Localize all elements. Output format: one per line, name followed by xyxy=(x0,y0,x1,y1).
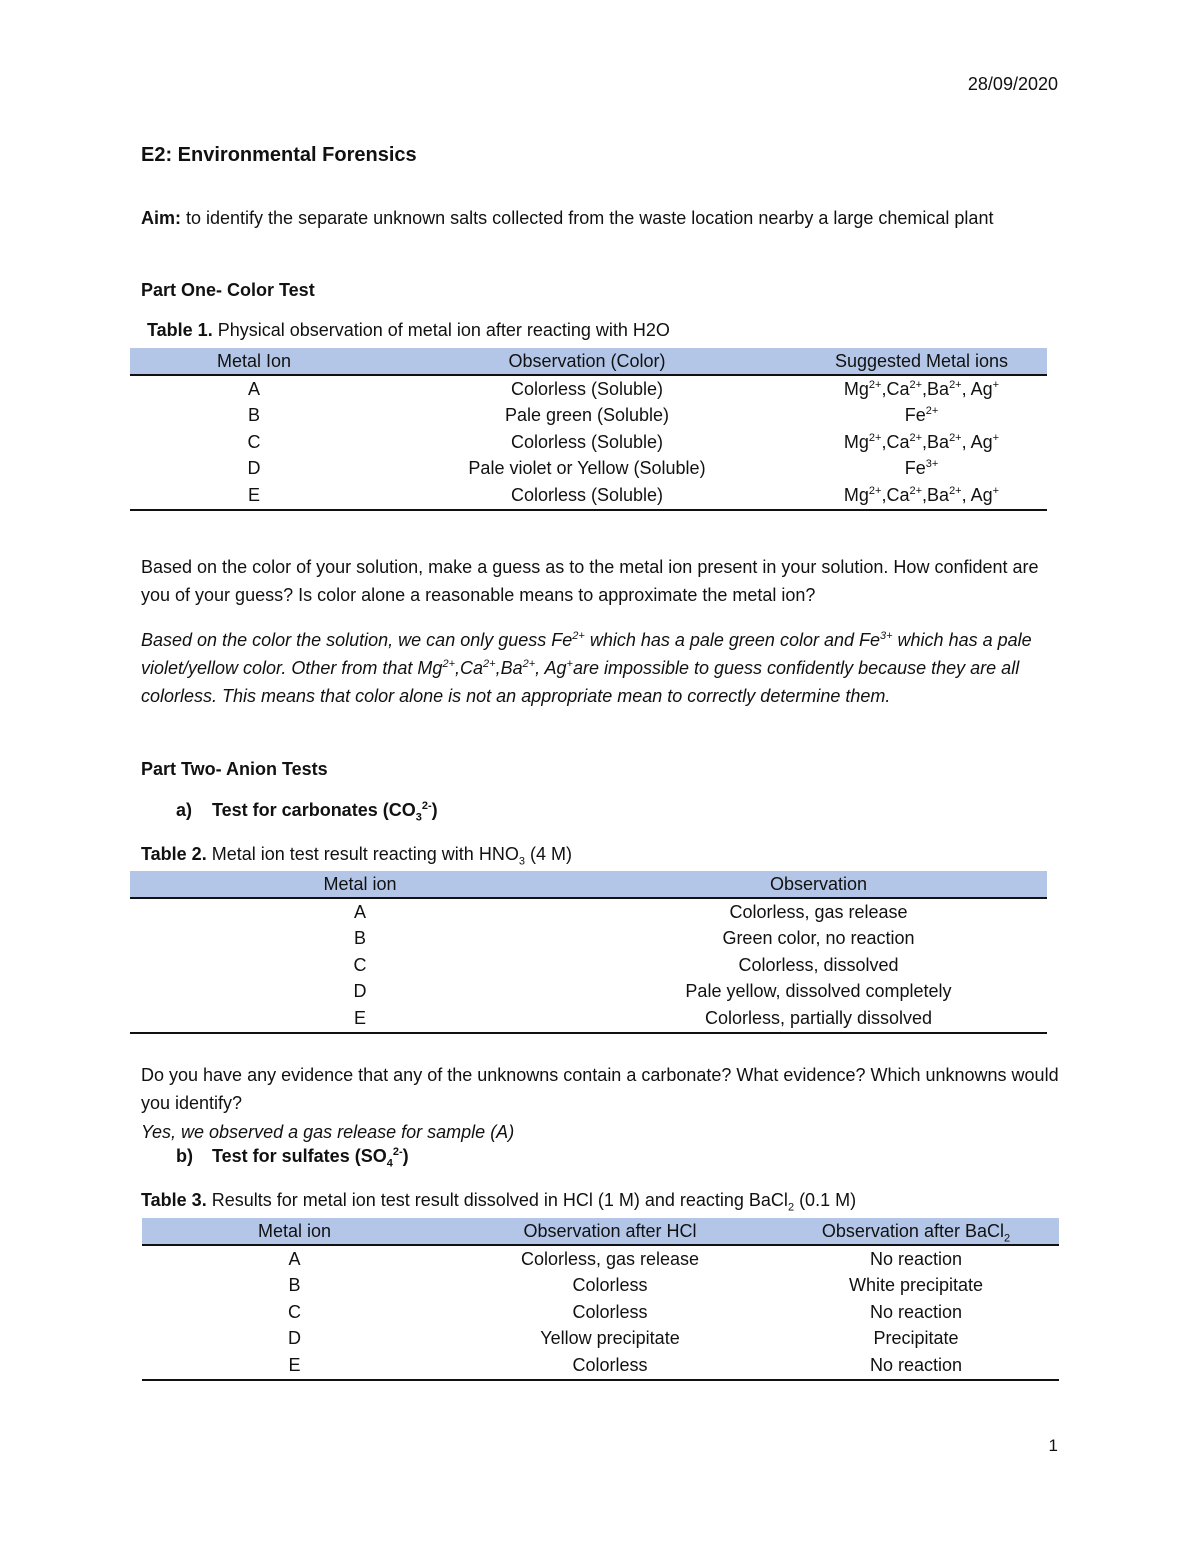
table1-col-metal-ion: Metal Ion xyxy=(130,348,378,375)
table3-cell-ion: C xyxy=(288,1301,301,1322)
table-row xyxy=(142,1299,1059,1326)
part-one-heading: Part One- Color Test xyxy=(141,280,315,300)
part-two-heading: Part Two- Anion Tests xyxy=(141,759,328,779)
table3-caption-label: Table 3. xyxy=(141,1190,207,1210)
section-a-title: Test for carbonates $(CO_3^{2-})$ xyxy=(212,800,438,824)
table1-cell-ion: B xyxy=(247,405,260,426)
table2-cell-ion: C xyxy=(353,954,367,975)
table1-caption-text: Physical observation of metal ion after reacting with H2O xyxy=(212,320,670,340)
table3-cell-ion: E xyxy=(142,1352,447,1380)
table-row xyxy=(142,1326,1059,1353)
part-one-answer: Based on the color the solution, we can only guess $Fe^{2+}$ which has a pale green color and $Fe^{3+}$ which has a pale violet/yellow color. Other from that $Mg^{2+},Ca^{2+},Ba^{2+}$, Ag+are impossible to guess confidently because they are all colorless. This means that color alone is not an appropriate mean to correctly determine them. xyxy=(141,630,1032,706)
aim-paragraph xyxy=(141,204,1061,232)
table2-cell-ion: A xyxy=(353,901,366,922)
ion-formula: $Fe^{2+}$ xyxy=(904,405,939,426)
table1-col-suggested: Suggested Metal ions xyxy=(796,348,1047,375)
table3-caption xyxy=(141,1190,857,1214)
table3-cell-ion: D xyxy=(288,1328,301,1349)
table-row xyxy=(130,926,1047,953)
table-row xyxy=(130,429,1047,456)
table1-caption xyxy=(147,320,670,341)
table1-cell-observation: Pale green (Soluble) xyxy=(504,405,670,426)
table1-cell-observation: Colorless (Soluble) xyxy=(378,482,796,510)
table3-cell-ion: B xyxy=(288,1275,301,1296)
table1 xyxy=(130,348,1047,511)
table1-cell-observation: Colorless (Soluble) xyxy=(510,431,664,452)
page-number: 1 xyxy=(1048,1436,1058,1455)
table3-col-after-bacl2: Observation after BaCl$_2$ xyxy=(773,1218,1059,1245)
table-row xyxy=(130,1005,1047,1033)
table-row xyxy=(142,1352,1059,1380)
table3 xyxy=(142,1218,1059,1381)
table2-cell-ion: E xyxy=(130,1005,590,1033)
ion-formula: $Fe^{3+}$ xyxy=(904,458,939,479)
table3-cell-hcl: Yellow precipitate xyxy=(540,1328,680,1349)
table3-cell-hcl: Colorless xyxy=(572,1301,648,1322)
table-row xyxy=(142,1245,1059,1273)
aim-label: Aim: xyxy=(141,208,181,228)
table1-cell-observation: Colorless (Soluble) xyxy=(510,378,664,399)
table2-caption xyxy=(141,844,572,868)
table1-cell-ion: C xyxy=(247,431,261,452)
table1-cell-ion: D xyxy=(247,458,261,479)
section-b-title: Test for sulfates $(SO_4^{2-})$ xyxy=(212,1146,409,1170)
table-row xyxy=(130,403,1047,430)
table3-cell-hcl: Colorless xyxy=(447,1352,773,1380)
table3-cell-hcl: Colorless xyxy=(572,1275,648,1296)
section-a-answer: Yes, we observed a gas release for sample (A) xyxy=(141,1122,515,1142)
table2-cell-observation: Colorless, gas release xyxy=(729,901,908,922)
table1-col-observation: Observation (Color) xyxy=(378,348,796,375)
aim-text: to identify the separate unknown salts collected from the waste location nearby a large chemical plant xyxy=(181,208,994,228)
table2-cell-ion: B xyxy=(353,928,366,949)
table3-cell-bacl2: No reaction xyxy=(773,1352,1059,1380)
table-row xyxy=(130,979,1047,1006)
table3-cell-bacl2: No reaction xyxy=(869,1301,963,1322)
table1-cell-suggested xyxy=(796,375,1047,403)
ion-formula: $Mg^{2+},Ca^{2+},Ba^{2+}$, Ag+ xyxy=(843,431,1000,452)
table3-header-row xyxy=(142,1218,1059,1245)
table2-header-row xyxy=(130,871,1047,898)
table2-cell-observation: Colorless, dissolved xyxy=(738,954,899,975)
table3-col-metal-ion: Metal ion xyxy=(142,1218,447,1245)
table2-cell-observation: Pale yellow, dissolved completely xyxy=(685,981,952,1002)
document-date: 28/09/2020 xyxy=(967,74,1058,94)
table3-cell-bacl2: Precipitate xyxy=(873,1328,959,1349)
table1-cell-ion: A xyxy=(247,378,260,399)
table1-header-row xyxy=(130,348,1047,375)
table3-cell-hcl: Colorless, gas release xyxy=(520,1248,700,1269)
table-row xyxy=(130,456,1047,483)
part-one-question: Based on the color of your solution, make a guess as to the metal ion present in your solution. How confident are you of your guess? Is color alone a reasonable means to approximate the metal ion? xyxy=(141,557,1039,605)
table2-cell-ion: D xyxy=(353,981,367,1002)
table1-cell-suggested xyxy=(796,403,1047,430)
table1-cell-suggested xyxy=(796,429,1047,456)
table2-col-metal-ion: Metal ion xyxy=(130,871,590,898)
section-b-heading xyxy=(176,1146,409,1170)
section-a-label: a) xyxy=(176,800,193,820)
section-b-label: b) xyxy=(176,1146,193,1166)
document-title: E2: Environmental Forensics xyxy=(141,144,417,166)
ion-formula: $Mg^{2+},Ca^{2+},Ba^{2+}$, Ag+ xyxy=(843,484,1000,505)
table2-caption-text: Metal ion test result reacting with $HNO_3$ (4 M) xyxy=(206,844,572,868)
section-a-heading xyxy=(176,800,438,824)
table2-cell-observation: Green color, no reaction xyxy=(722,928,915,949)
table1-cell-observation: Pale violet or Yellow (Soluble) xyxy=(468,458,706,479)
section-a-question: Do you have any evidence that any of the unknowns contain a carbonate? What evidence? Which unknowns would you identify? xyxy=(141,1065,1059,1113)
ion-formula: $Mg^{2+},Ca^{2+},Ba^{2+}$, Ag+ xyxy=(843,378,1000,399)
table-row xyxy=(130,482,1047,510)
table1-cell-suggested xyxy=(796,456,1047,483)
table-row xyxy=(142,1273,1059,1300)
table2-cell-observation: Colorless, partially dissolved xyxy=(590,1005,1047,1033)
table-row xyxy=(130,952,1047,979)
table-row xyxy=(130,898,1047,926)
table3-cell-bacl2: No reaction xyxy=(869,1248,963,1269)
table1-caption-label: Table 1. xyxy=(147,320,213,340)
table3-cell-ion: A xyxy=(288,1248,301,1269)
table1-cell-suggested xyxy=(796,482,1047,510)
table3-cell-bacl2: White precipitate xyxy=(848,1275,984,1296)
table2-col-observation: Observation xyxy=(590,871,1047,898)
table3-col-after-hcl: Observation after HCl xyxy=(447,1218,773,1245)
table2 xyxy=(130,871,1047,1034)
table-row xyxy=(130,375,1047,403)
table3-caption-text: Results for metal ion test result dissolved in HCl (1 M) and reacting BaCl$_2$ (0.1 M) xyxy=(206,1190,857,1214)
table1-cell-ion: E xyxy=(130,482,378,510)
table2-caption-label: Table 2. xyxy=(141,844,207,864)
